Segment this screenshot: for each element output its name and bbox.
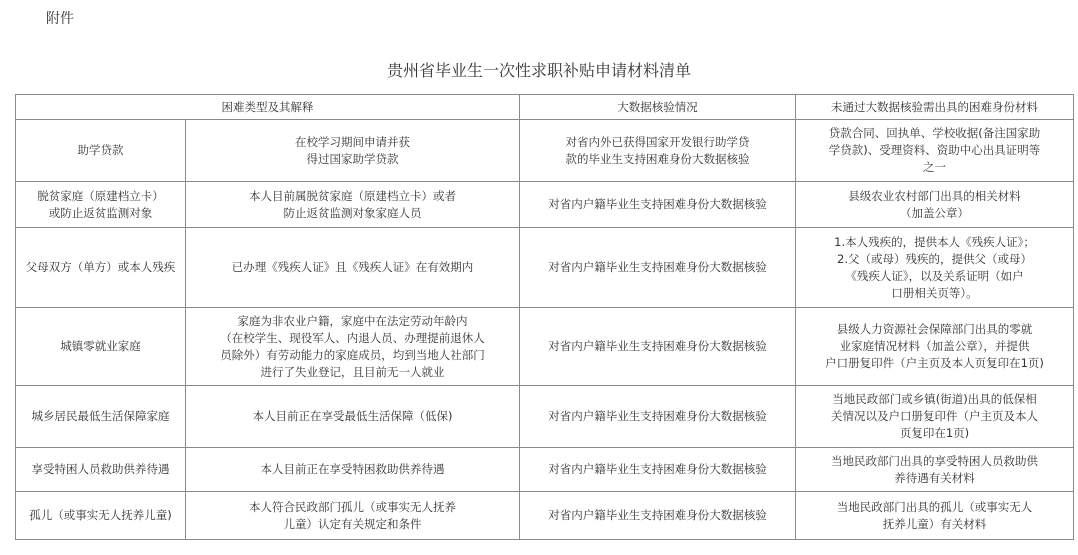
header-difficulty-type: 困难类型及其解释: [16, 95, 520, 120]
table-row: [16, 308, 1074, 386]
difficulty-type-cell: 助学贷款: [16, 120, 186, 182]
table-header-row: [16, 95, 1074, 120]
verification-cell: 对省内户籍毕业生支持困难身份大数据核验: [520, 386, 796, 448]
verification-cell: 对省内户籍毕业生支持困难身份大数据核验: [520, 228, 796, 308]
materials-cell: 贷款合同、回执单、学校收据(备注国家助 学贷款)、受理资料、资助中心出具证明等 之一: [796, 120, 1074, 182]
materials-cell: 县级人力资源社会保障部门出具的零就 业家庭情况材料（加盖公章），并提供 户口册复印件（户主页及本人页复印在1页): [796, 308, 1074, 386]
verification-cell: 对省内户籍毕业生支持困难身份大数据核验: [520, 492, 796, 540]
header-data-verification: 大数据核验情况: [520, 95, 796, 120]
document-title: 贵州省毕业生一次性求职补贴申请材料清单: [386, 61, 691, 80]
verification-cell: 对省内户籍毕业生支持困难身份大数据核验: [520, 182, 796, 228]
explanation-cell: 本人目前属脱贫家庭（原建档立卡）或者 防止返贫监测对象家庭人员: [186, 182, 520, 228]
materials-cell: 当地民政部门出具的孤儿（或事实无人 抚养儿童）有关材料: [796, 492, 1074, 540]
difficulty-type-cell: 父母双方（单方）或本人残疾: [16, 228, 186, 308]
verification-cell: 对省内外已获得国家开发银行助学贷 款的毕业生支持困难身份大数据核验: [520, 120, 796, 182]
explanation-cell: 在校学习期间申请并获 得过国家助学贷款: [186, 120, 520, 182]
materials-cell: 当地民政部门或乡镇(街道)出具的低保相 关情况以及户口册复印件（户主页及本人 页复印在1页): [796, 386, 1074, 448]
table-row: [16, 228, 1074, 308]
difficulty-type-cell: 脱贫家庭（原建档立卡） 或防止返贫监测对象: [16, 182, 186, 228]
explanation-cell: 本人目前正在享受最低生活保障（低保): [186, 386, 520, 448]
materials-cell: 县级农业农村部门出具的相关材料 （加盖公章）: [796, 182, 1074, 228]
table-row: [16, 492, 1074, 540]
explanation-cell: 本人符合民政部门孤儿（或事实无人抚养 儿童）认定有关规定和条件: [186, 492, 520, 540]
materials-table: [15, 94, 1074, 540]
verification-cell: 对省内户籍毕业生支持困难身份大数据核验: [520, 448, 796, 492]
materials-cell: 当地民政部门出具的享受特困人员救助供 养待遇有关材料: [796, 448, 1074, 492]
explanation-cell: 已办理《残疾人证》且《残疾人证》在有效期内: [186, 228, 520, 308]
table-row: [16, 182, 1074, 228]
header-required-materials: 未通过大数据核验需出具的困难身份材料: [796, 95, 1074, 120]
verification-cell: 对省内户籍毕业生支持困难身份大数据核验: [520, 308, 796, 386]
explanation-cell: 本人目前正在享受特困救助供养待遇: [186, 448, 520, 492]
difficulty-type-cell: 享受特困人员救助供养待遇: [16, 448, 186, 492]
table-row: [16, 386, 1074, 448]
materials-cell: 1.本人残疾的，提供本人《残疾人证》； 2.父（或母）残疾的，提供父（或母） 《残疾人证》，以及关系证明（如户 口册相关页等）。: [796, 228, 1074, 308]
difficulty-type-cell: 城乡居民最低生活保障家庭: [16, 386, 186, 448]
table-row: [16, 120, 1074, 182]
explanation-cell: 家庭为非农业户籍，家庭中在法定劳动年龄内 （在校学生、现役军人、内退人员、办理提前退休人 员除外）有劳动能力的家庭成员，均到当地人社部门 进行了失业登记，且目前无一人就业: [186, 308, 520, 386]
table-row: [16, 448, 1074, 492]
difficulty-type-cell: 孤儿（或事实无人抚养儿童): [16, 492, 186, 540]
difficulty-type-cell: 城镇零就业家庭: [16, 308, 186, 386]
attachment-label: 附件: [46, 11, 74, 27]
